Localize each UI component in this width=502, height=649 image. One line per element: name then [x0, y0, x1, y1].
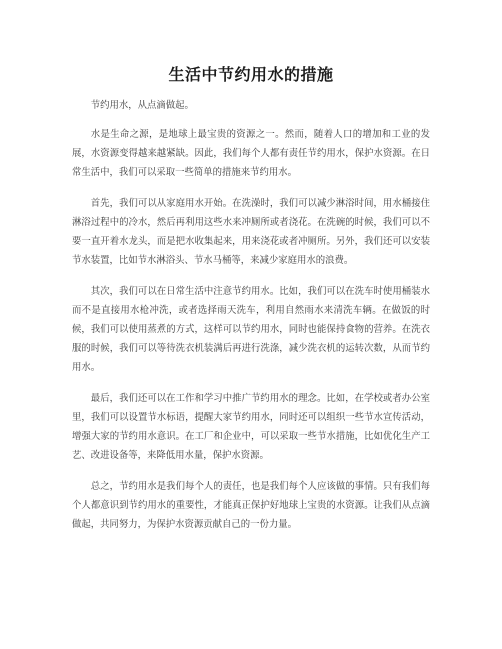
paragraph-daily-life: 其次，我们可以在日常生活中注意节约用水。比如，我们可以在洗车时使用桶装水而不是直接用水枪冲洗，或者选择雨天洗车，利用自然雨水来清洗车辆。在做饭的时候，我们可以使用蒸煮的方式，这样可以节约用水，同时也能保持食物的营养。在洗衣服的时候，我们可以等待洗衣机装满后再进行洗涤，减少洗衣机的运转次数，从而节约用水。 — [72, 286, 430, 373]
paragraph-work-study: 最后，我们还可以在工作和学习中推广节约用水的理念。比如，在学校或者办公室里，我们可以设置节水标语，提醒大家节约用水，同时还可以组织一些节水宣传活动，增强大家的节约用水意识。在工厂和企业中，可以采取一些节水措施，比如优化生产工艺、改进设备等，来降低用水量，保护水资源。 — [72, 393, 430, 461]
document-title: 生活中节约用水的措施 — [168, 65, 334, 84]
paragraph-background: 水是生命之源，是地球上最宝贵的资源之一。然而，随着人口的增加和工业的发展，水资源变得越来越紧缺。因此，我们每个人都有责任节约用水，保护水资源。在日常生活中，我们可以采取一些简单的措施来节约用水。 — [72, 129, 430, 178]
paragraph-conclusion: 总之，节约用水是我们每个人的责任，也是我们每个人应该做的事情。只有我们每个人都意识到节约用水的重要性，才能真正保护好地球上宝贵的水资源。让我们从点滴做起，共同努力，为保护水资源贡献自己的一份力量。 — [72, 481, 430, 530]
paragraph-intro: 节约用水，从点滴做起。 — [90, 100, 194, 111]
document-body — [72, 96, 430, 546]
paragraph-household: 首先，我们可以从家庭用水开始。在洗澡时，我们可以减少淋浴时间，用水桶接住淋浴过程中的冷水，然后再利用这些水来冲厕所或者浇花。在洗碗的时候，我们可以不要一直开着水龙头，而是把水收集起来，用来浇花或者冲厕所。另外，我们还可以安装节水装置，比如节水淋浴头、节水马桶等，来减少家庭用水的浪费。 — [72, 198, 430, 266]
